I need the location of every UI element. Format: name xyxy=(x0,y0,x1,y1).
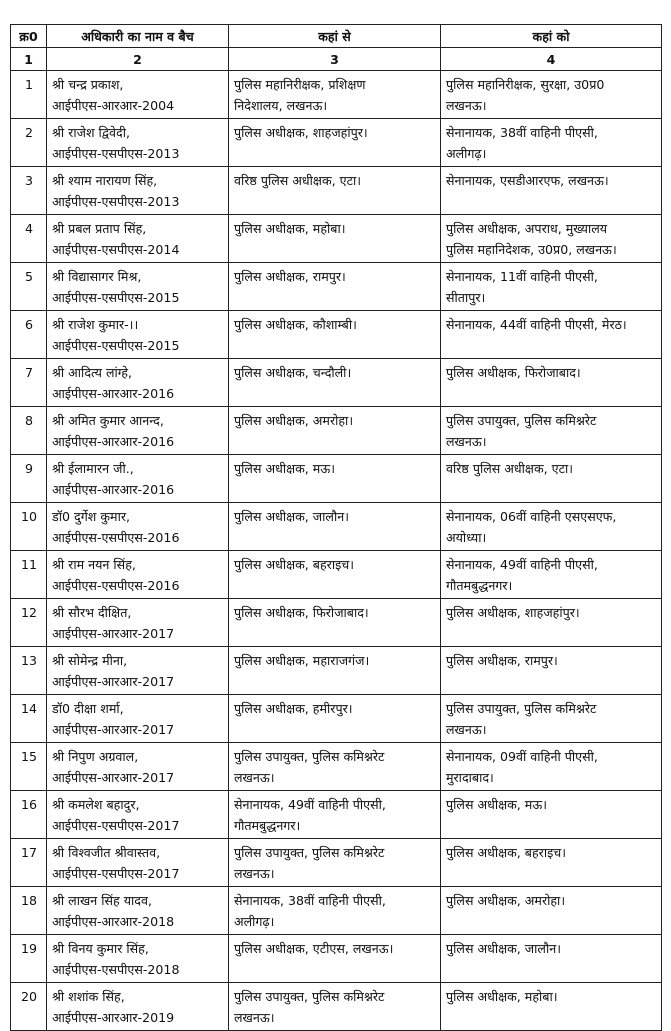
officer-name: श्री राम नयन सिंह, xyxy=(52,557,136,572)
officer-name: श्री निपुण अग्रवाल, xyxy=(52,749,139,764)
table-row xyxy=(11,599,662,647)
serial-cell: 12 xyxy=(11,599,47,647)
serial-cell: 5 xyxy=(11,263,47,311)
officer-batch: आईपीएस-एसपीएस-2015 xyxy=(52,290,180,305)
from-cell xyxy=(229,119,441,167)
officer-batch: आईपीएस-आरआर-2019 xyxy=(52,1010,175,1025)
officer-cell xyxy=(47,407,229,455)
from-line: पुलिस अधीक्षक, अमरोहा। xyxy=(234,413,354,428)
header-to: कहां को xyxy=(441,25,662,48)
from-line: लखनऊ। xyxy=(234,1010,275,1025)
table-row xyxy=(11,791,662,839)
to-cell xyxy=(441,647,662,695)
serial-cell: 20 xyxy=(11,983,47,1031)
from-line: पुलिस उपायुक्त, पुलिस कमिश्नरेट xyxy=(234,845,385,860)
column-number: 1 xyxy=(11,48,47,71)
officer-batch: आईपीएस-आरआर-2016 xyxy=(52,482,175,497)
officer-name: श्री विश्वजीत श्रीवास्तव, xyxy=(52,845,161,860)
from-line: पुलिस अधीक्षक, हमीरपुर। xyxy=(234,701,353,716)
from-cell xyxy=(229,311,441,359)
to-line: सेनानायक, 44वीं वाहिनी पीएसी, मेरठ। xyxy=(446,317,627,332)
officer-cell xyxy=(47,359,229,407)
transfer-rows xyxy=(11,71,662,1031)
officer-batch: आईपीएस-एसपीएस-2013 xyxy=(52,146,180,161)
officer-batch: आईपीएस-एसपीएस-2017 xyxy=(52,866,180,881)
to-line: पुलिस अधीक्षक, मऊ। xyxy=(446,797,547,812)
to-line: पुलिस महानिरीक्षक, सुरक्षा, उ0प्र0 xyxy=(446,77,605,92)
column-number-row xyxy=(11,48,662,71)
to-cell xyxy=(441,455,662,503)
officer-name: श्री आदित्य लांग्हे, xyxy=(52,365,132,380)
from-line: निदेशालय, लखनऊ। xyxy=(234,98,328,113)
from-cell xyxy=(229,455,441,503)
to-cell xyxy=(441,887,662,935)
officer-cell xyxy=(47,311,229,359)
from-cell xyxy=(229,263,441,311)
serial-cell: 10 xyxy=(11,503,47,551)
officer-batch: आईपीएस-एसपीएस-2018 xyxy=(52,962,180,977)
from-line: पुलिस अधीक्षक, महोबा। xyxy=(234,221,346,236)
officer-cell xyxy=(47,983,229,1031)
table-row xyxy=(11,263,662,311)
table-row xyxy=(11,503,662,551)
to-line: सेनानायक, 06वीं वाहिनी एसएसएफ, xyxy=(446,509,617,524)
from-cell xyxy=(229,839,441,887)
from-cell xyxy=(229,359,441,407)
serial-cell: 17 xyxy=(11,839,47,887)
table-row xyxy=(11,983,662,1031)
to-line: पुलिस उपायुक्त, पुलिस कमिश्नरेट xyxy=(446,701,597,716)
officer-cell xyxy=(47,551,229,599)
serial-cell: 6 xyxy=(11,311,47,359)
to-line: पुलिस अधीक्षक, बहराइच। xyxy=(446,845,567,860)
officer-batch: आईपीएस-आरआर-2016 xyxy=(52,386,175,401)
from-line: पुलिस अधीक्षक, जालौन। xyxy=(234,509,349,524)
officer-cell xyxy=(47,743,229,791)
to-line: गौतमबुद्धनगर। xyxy=(446,578,513,593)
to-cell xyxy=(441,551,662,599)
to-cell xyxy=(441,215,662,263)
to-cell xyxy=(441,695,662,743)
column-number: 4 xyxy=(441,48,662,71)
from-line: पुलिस उपायुक्त, पुलिस कमिश्नरेट xyxy=(234,749,385,764)
to-line: पुलिस अधीक्षक, महोबा। xyxy=(446,989,558,1004)
from-cell xyxy=(229,887,441,935)
serial-cell: 13 xyxy=(11,647,47,695)
from-line: अलीगढ़। xyxy=(234,914,275,929)
from-line: पुलिस अधीक्षक, रामपुर। xyxy=(234,269,346,284)
officer-name: श्री अमित कुमार आनन्द, xyxy=(52,413,164,428)
officer-name: श्री लाखन सिंह यादव, xyxy=(52,893,153,908)
to-line: लखनऊ। xyxy=(446,98,487,113)
transfer-list-sheet xyxy=(10,24,662,1031)
to-line: सेनानायक, 38वीं वाहिनी पीएसी, xyxy=(446,125,598,140)
serial-cell: 11 xyxy=(11,551,47,599)
serial-cell: 19 xyxy=(11,935,47,983)
to-cell xyxy=(441,983,662,1031)
to-line: सेनानायक, 49वीं वाहिनी पीएसी, xyxy=(446,557,598,572)
table-row xyxy=(11,71,662,119)
table-row xyxy=(11,551,662,599)
serial-cell: 8 xyxy=(11,407,47,455)
from-line: पुलिस अधीक्षक, बहराइच। xyxy=(234,557,355,572)
serial-cell: 9 xyxy=(11,455,47,503)
to-line: सेनानायक, 09वीं वाहिनी पीएसी, xyxy=(446,749,598,764)
from-cell xyxy=(229,551,441,599)
officer-cell xyxy=(47,167,229,215)
officer-batch: आईपीएस-एसपीएस-2017 xyxy=(52,818,180,833)
from-line: पुलिस अधीक्षक, एटीएस, लखनऊ। xyxy=(234,941,394,956)
from-line: गौतमबुद्धनगर। xyxy=(234,818,301,833)
officer-name: श्री चन्द्र प्रकाश, xyxy=(52,77,124,92)
officer-name: श्री प्रबल प्रताप सिंह, xyxy=(52,221,147,236)
officer-cell xyxy=(47,71,229,119)
to-cell xyxy=(441,839,662,887)
to-line: पुलिस महानिदेशक, उ0प्र0, लखनऊ। xyxy=(446,242,617,257)
table-row xyxy=(11,455,662,503)
officer-cell xyxy=(47,215,229,263)
serial-cell: 15 xyxy=(11,743,47,791)
serial-cell: 14 xyxy=(11,695,47,743)
to-line: पुलिस अधीक्षक, जालौन। xyxy=(446,941,561,956)
from-cell xyxy=(229,983,441,1031)
officer-batch: आईपीएस-एसपीएस-2016 xyxy=(52,578,180,593)
from-cell xyxy=(229,695,441,743)
officer-name: श्री श्याम नारायण सिंह, xyxy=(52,173,158,188)
from-line: पुलिस महानिरीक्षक, प्रशिक्षण xyxy=(234,77,366,92)
table-row xyxy=(11,887,662,935)
table-row xyxy=(11,407,662,455)
to-cell xyxy=(441,503,662,551)
officer-cell xyxy=(47,647,229,695)
from-line: पुलिस अधीक्षक, शाहजहांपुर। xyxy=(234,125,368,140)
to-line: वरिष्ठ पुलिस अधीक्षक, एटा। xyxy=(446,461,573,476)
from-line: पुलिस उपायुक्त, पुलिस कमिश्नरेट xyxy=(234,989,385,1004)
table-row xyxy=(11,743,662,791)
officer-cell xyxy=(47,263,229,311)
to-line: सेनानायक, एसडीआरएफ, लखनऊ। xyxy=(446,173,609,188)
to-line: पुलिस उपायुक्त, पुलिस कमिश्नरेट xyxy=(446,413,597,428)
from-line: पुलिस अधीक्षक, मऊ। xyxy=(234,461,335,476)
serial-cell: 7 xyxy=(11,359,47,407)
from-line: सेनानायक, 38वीं वाहिनी पीएसी, xyxy=(234,893,386,908)
officer-batch: आईपीएस-एसपीएस-2016 xyxy=(52,530,180,545)
serial-cell: 3 xyxy=(11,167,47,215)
from-cell xyxy=(229,167,441,215)
from-cell xyxy=(229,71,441,119)
to-cell xyxy=(441,119,662,167)
officer-name: श्री ईलामारन जी., xyxy=(52,461,134,476)
to-cell xyxy=(441,791,662,839)
officer-batch: आईपीएस-आरआर-2017 xyxy=(52,722,175,737)
to-cell xyxy=(441,167,662,215)
from-cell xyxy=(229,407,441,455)
officer-name: श्री शशांक सिंह, xyxy=(52,989,125,1004)
to-line: लखनऊ। xyxy=(446,722,487,737)
to-line: लखनऊ। xyxy=(446,434,487,449)
officer-name: श्री विनय कुमार सिंह, xyxy=(52,941,149,956)
from-line: पुलिस अधीक्षक, महाराजगंज। xyxy=(234,653,370,668)
officer-name: डॉ0 दुर्गेश कुमार, xyxy=(52,509,130,524)
officer-cell xyxy=(47,935,229,983)
officer-cell xyxy=(47,455,229,503)
officer-batch: आईपीएस-एसपीएस-2013 xyxy=(52,194,180,209)
serial-cell: 4 xyxy=(11,215,47,263)
officer-batch: आईपीएस-आरआर-2016 xyxy=(52,434,175,449)
from-cell xyxy=(229,935,441,983)
to-line: सेनानायक, 11वीं वाहिनी पीएसी, xyxy=(446,269,598,284)
from-line: लखनऊ। xyxy=(234,866,275,881)
from-line: पुलिस अधीक्षक, चन्दौली। xyxy=(234,365,352,380)
officer-batch: आईपीएस-आरआर-2017 xyxy=(52,770,175,785)
officer-cell xyxy=(47,791,229,839)
serial-cell: 18 xyxy=(11,887,47,935)
from-line: पुलिस अधीक्षक, कौशाम्बी। xyxy=(234,317,357,332)
table-row xyxy=(11,839,662,887)
from-cell xyxy=(229,647,441,695)
column-number: 2 xyxy=(47,48,229,71)
serial-cell: 2 xyxy=(11,119,47,167)
table-row xyxy=(11,119,662,167)
officer-batch: आईपीएस-एसपीएस-2014 xyxy=(52,242,180,257)
officer-name: श्री सोमेन्द्र मीना, xyxy=(52,653,128,668)
header-from: कहां से xyxy=(229,25,441,48)
table-row xyxy=(11,935,662,983)
table-row xyxy=(11,647,662,695)
officer-name: श्री सौरभ दीक्षित, xyxy=(52,605,132,620)
to-cell xyxy=(441,359,662,407)
table-row xyxy=(11,215,662,263)
table-row xyxy=(11,311,662,359)
serial-cell: 16 xyxy=(11,791,47,839)
officer-cell xyxy=(47,599,229,647)
from-cell xyxy=(229,215,441,263)
from-line: लखनऊ। xyxy=(234,770,275,785)
officer-name: श्री विद्यासागर मिश्र, xyxy=(52,269,142,284)
header-serial: क्र0 xyxy=(11,25,47,48)
to-cell xyxy=(441,743,662,791)
officer-cell xyxy=(47,839,229,887)
from-cell xyxy=(229,599,441,647)
officer-cell xyxy=(47,119,229,167)
transfer-table xyxy=(10,24,662,1031)
officer-batch: आईपीएस-एसपीएस-2015 xyxy=(52,338,180,353)
officer-name: डॉ0 दीक्षा शर्मा, xyxy=(52,701,124,716)
officer-name: श्री कमलेश बहादुर, xyxy=(52,797,140,812)
from-line: वरिष्ठ पुलिस अधीक्षक, एटा। xyxy=(234,173,361,188)
to-line: पुलिस अधीक्षक, अमरोहा। xyxy=(446,893,566,908)
table-row xyxy=(11,695,662,743)
from-cell xyxy=(229,503,441,551)
to-line: अयोध्या। xyxy=(446,530,487,545)
officer-cell xyxy=(47,887,229,935)
officer-batch: आईपीएस-आरआर-2018 xyxy=(52,914,175,929)
officer-cell xyxy=(47,503,229,551)
to-cell xyxy=(441,935,662,983)
to-cell xyxy=(441,71,662,119)
to-line: पुलिस अधीक्षक, अपराध, मुख्यालय xyxy=(446,221,608,236)
from-line: पुलिस अधीक्षक, फिरोजाबाद। xyxy=(234,605,369,620)
to-cell xyxy=(441,407,662,455)
officer-name: श्री राजेश द्विवेदी, xyxy=(52,125,130,140)
from-cell xyxy=(229,791,441,839)
officer-batch: आईपीएस-आरआर-2017 xyxy=(52,674,175,689)
table-row xyxy=(11,167,662,215)
from-cell xyxy=(229,743,441,791)
from-line: सेनानायक, 49वीं वाहिनी पीएसी, xyxy=(234,797,386,812)
officer-name: श्री राजेश कुमार-।। xyxy=(52,317,139,332)
header-officer-name-batch: अधिकारी का नाम व बैच xyxy=(47,25,229,48)
to-line: सीतापुर। xyxy=(446,290,486,305)
officer-batch: आईपीएस-आरआर-2004 xyxy=(52,98,175,113)
to-cell xyxy=(441,599,662,647)
to-line: पुलिस अधीक्षक, फिरोजाबाद। xyxy=(446,365,581,380)
to-cell xyxy=(441,263,662,311)
column-number: 3 xyxy=(229,48,441,71)
to-line: पुलिस अधीक्षक, रामपुर। xyxy=(446,653,558,668)
header-row xyxy=(11,25,662,48)
to-line: अलीगढ़। xyxy=(446,146,487,161)
serial-cell: 1 xyxy=(11,71,47,119)
officer-batch: आईपीएस-आरआर-2017 xyxy=(52,626,175,641)
to-line: मुरादाबाद। xyxy=(446,770,494,785)
officer-cell xyxy=(47,695,229,743)
to-cell xyxy=(441,311,662,359)
table-row xyxy=(11,359,662,407)
to-line: पुलिस अधीक्षक, शाहजहांपुर। xyxy=(446,605,580,620)
